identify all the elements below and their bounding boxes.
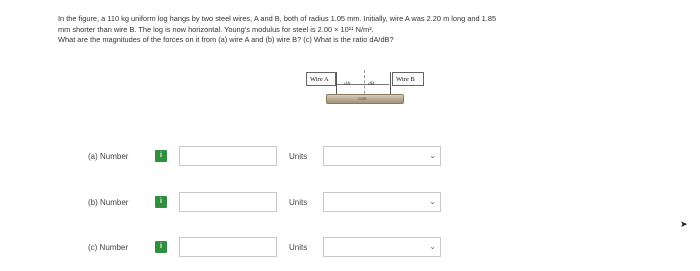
question-line-3: What are the magnitudes of the forces on it from (a) wire A and (b) wire B? (c) What is the ratio dA/dB? [58, 35, 394, 44]
wire-b-label: Wire B [396, 76, 415, 83]
wire-a-label: Wire A [310, 76, 329, 83]
answer-row-b [0, 192, 700, 216]
info-button-c[interactable]: i [155, 241, 167, 253]
chevron-down-icon: ⌄ [429, 242, 436, 251]
answer-label-b: (b) Number [88, 198, 129, 207]
number-input-b[interactable] [179, 192, 277, 212]
chevron-down-icon: ⌄ [429, 197, 436, 206]
da-label: dA [344, 81, 351, 87]
units-label-b: Units [289, 198, 308, 207]
log-wires-figure [296, 66, 436, 132]
units-select-c[interactable] [323, 237, 441, 257]
wire-b [390, 72, 391, 94]
com-label: com [358, 96, 367, 101]
question-line-1: In the figure, a 110 kg uniform log hangs by two steel wires, A and B, both of radius 1.05 mm. Initially, wire A was 2.20 m long and 1.85 [58, 14, 497, 23]
answer-label-a: (a) Number [88, 152, 129, 161]
mouse-cursor-icon: ➤ [680, 219, 688, 229]
units-select-b[interactable] [323, 192, 441, 212]
question-text [58, 14, 658, 46]
db-label: dB [368, 81, 375, 87]
number-input-c[interactable] [179, 237, 277, 257]
info-button-a[interactable]: i [155, 150, 167, 162]
chevron-down-icon: ⌄ [429, 151, 436, 160]
units-select-a[interactable] [323, 146, 441, 166]
number-input-a[interactable] [179, 146, 277, 166]
answer-label-c: (c) Number [88, 243, 129, 252]
units-label-c: Units [289, 243, 308, 252]
question-line-2: mm shorter than wire B. The log is now horizontal. Young's modulus for steel is 2.00 × 10¹¹ N/m². [58, 24, 374, 34]
units-label-a: Units [289, 152, 308, 161]
answer-row-c [0, 237, 700, 261]
info-button-b[interactable]: i [155, 196, 167, 208]
answer-row-a [0, 146, 700, 170]
wire-a [336, 72, 337, 94]
